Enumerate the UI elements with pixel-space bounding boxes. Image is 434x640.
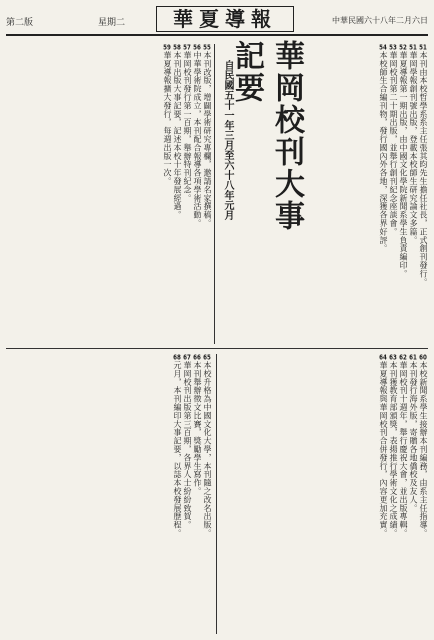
entry-year: 51 [409, 44, 417, 51]
entry-year: 63 [389, 354, 397, 361]
entry-year: 51 [419, 44, 427, 51]
page-label: 第二版 [6, 18, 34, 28]
entry-text: 華岡校刊出版第三百期，各界人士紛紛致賀。 [183, 361, 192, 529]
newspaper-title: 華夏導報 [156, 6, 294, 32]
chronicle-entry [202, 44, 212, 344]
entry-text: 本刊由本校哲學系系主任張其昀先生擔任社長，正式創刊發行。 [419, 51, 428, 287]
chronicle-entry [182, 44, 192, 344]
entry-text: 華岡校刊第二十期出版，並舉行創刊紀念座談會。 [389, 51, 398, 236]
chronicle-entry [398, 44, 408, 344]
entry-year: 57 [183, 44, 191, 51]
column-lower-right [222, 354, 428, 634]
entry-year: 65 [203, 354, 211, 361]
chronicle-entry [182, 354, 192, 634]
chronicle-entry [192, 44, 202, 344]
chronicle-entry [202, 354, 212, 634]
entry-text: 華夏導報第一期出版，由中國文化學院新聞系學生負責編印。 [399, 51, 408, 278]
chronicle-entry [418, 354, 428, 634]
entry-year: 58 [173, 44, 181, 51]
entry-text: 元月，本刊編印大事記要，以誌本校發展歷程。 [173, 361, 182, 538]
entry-year: 68 [173, 354, 181, 361]
chronicle-entry [398, 354, 408, 634]
entry-year: 60 [419, 354, 427, 361]
chronicle-entry [408, 44, 418, 344]
entry-year: 62 [399, 354, 407, 361]
entry-year: 64 [379, 354, 387, 361]
chronicle-entry [172, 44, 182, 344]
column-divider [216, 354, 217, 634]
entry-text: 本校新聞系學生接辦本刊編務，由系主任指導。 [419, 361, 428, 538]
column-upper-left [6, 44, 212, 344]
entry-year: 59 [163, 44, 171, 51]
subtitle: 自民國五十一年三月至六十八年元月 [222, 60, 233, 220]
entry-year: 61 [409, 354, 417, 361]
chronicle-entry [192, 354, 202, 634]
entry-text: 中華學術院成立，本刊配合報導各項學術活動。 [193, 51, 202, 228]
entry-text: 華夏導報擴大發行，每週出版一次。 [163, 51, 172, 186]
entry-year: 54 [379, 44, 387, 51]
column-lower-left [6, 354, 212, 634]
section-divider [6, 348, 428, 349]
entry-text: 本刊獲教育部頒獎，表揚推行學術文化之成績。 [389, 361, 398, 538]
chronicle-entry [388, 44, 398, 344]
chronicle-entry [378, 354, 388, 634]
entry-year: 55 [203, 44, 211, 51]
entry-text: 本校升格為中國文化大學，本刊隨之改名出版。 [203, 361, 212, 538]
chronicle-entry [162, 44, 172, 344]
entry-text: 華岡校刊十週年，舉行慶祝大會，並出版專輯。 [399, 361, 408, 538]
issue-day: 星期二 [98, 18, 126, 28]
chronicle-entry [378, 44, 388, 344]
headline: 華岡校刊大事記要 [229, 40, 304, 232]
entry-year: 52 [399, 44, 407, 51]
chronicle-entry [172, 354, 182, 634]
entry-text: 華岡校刊發行第一百期，舉辦特刊紀念。 [183, 51, 192, 203]
entry-year: 56 [193, 44, 201, 51]
column-divider [214, 44, 215, 344]
entry-year: 67 [183, 354, 191, 361]
column-upper-right [310, 44, 428, 344]
masthead [6, 4, 428, 36]
entry-text: 華夏導報與華岡校刊合併發行，內容更加充實。 [379, 361, 388, 538]
entry-year: 66 [193, 354, 201, 361]
entry-text: 本刊出版大事記要，記述本校十年發展經過。 [173, 51, 182, 219]
chronicle-entry [408, 354, 418, 634]
chronicle-entry [388, 354, 398, 634]
entry-text: 本刊改版，增闢學術研究專欄，邀請名家撰稿。 [203, 51, 212, 228]
issue-date: 中華民國六十八年二月六日 [332, 16, 428, 25]
entry-text: 本刊發行海外版，寄贈各地僑校及友人。 [409, 361, 418, 513]
chronicle-entry [418, 44, 428, 344]
entry-text: 本刊舉辦徵文比賽，獎勵學生寫作。 [193, 361, 202, 496]
entry-year: 53 [389, 44, 397, 51]
entry-text: 華岡學報創刊號出版，登載本校師生研究論文多篇。 [409, 51, 418, 245]
entry-text: 本校師生合編刊物，發行國內外各地，深獲各界好評。 [379, 51, 388, 253]
